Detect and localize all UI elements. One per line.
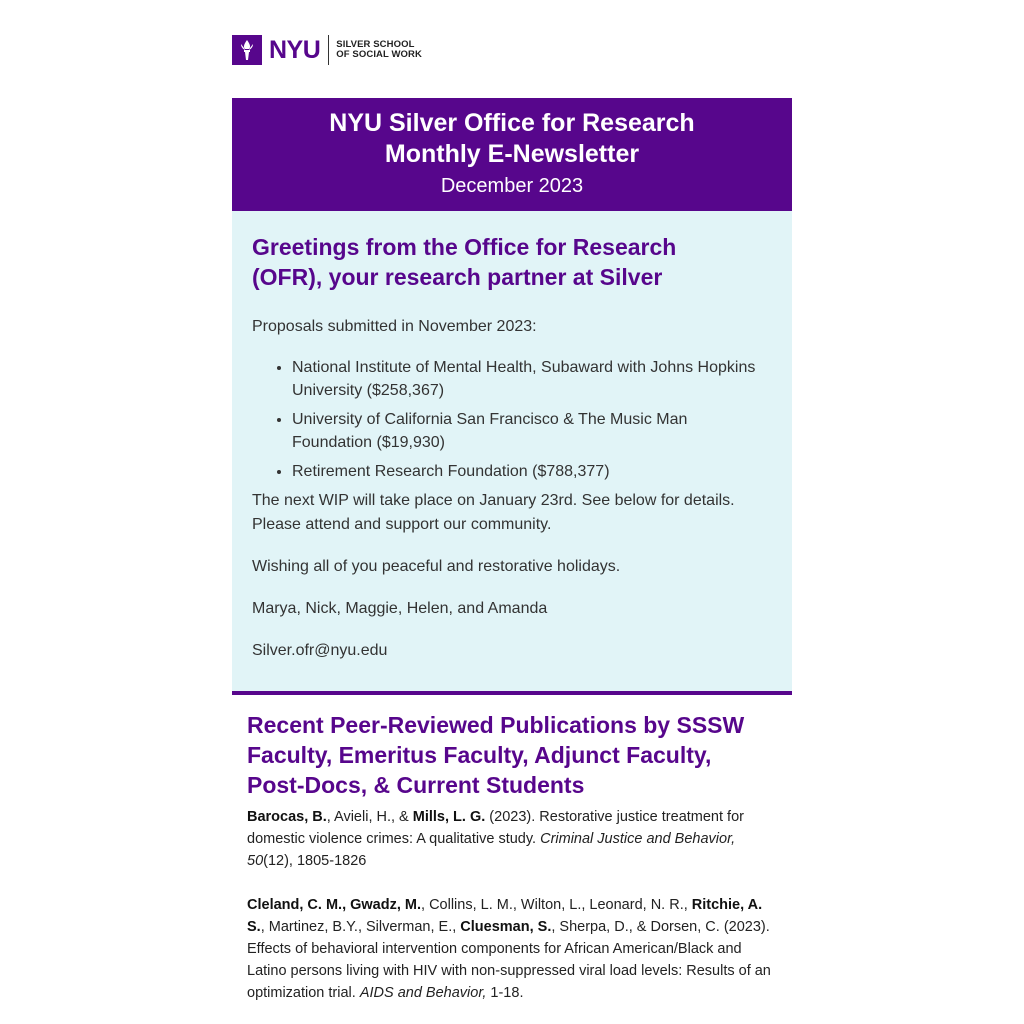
holiday-wishes: Wishing all of you peaceful and restorative holidays.: [252, 558, 621, 575]
proposal-1-line1: National Institute of Mental Health, Subaward with Johns Hopkins: [292, 359, 756, 376]
citation-text: , Martinez, B.Y., Silverman, E.,: [260, 919, 461, 935]
header-date: December 2023: [440, 175, 584, 197]
greeting-title: [252, 232, 772, 292]
author-bold: Mills, L. G.: [412, 809, 486, 825]
journal-name: Criminal Justice and Behavior,: [540, 831, 736, 847]
wip-notice-line1: The next WIP will take place on January 23rd. See below for details.: [252, 492, 735, 509]
torch-icon: [232, 35, 262, 65]
proposals-intro: Proposals submitted in November 2023:: [252, 318, 537, 335]
proposal-2-line1: University of California San Francisco & The Music Man: [292, 411, 688, 428]
publications-title-line1: Recent Peer-Reviewed Publications by SSSW: [247, 712, 745, 738]
citation-barocas: [247, 806, 787, 872]
author-bold: Cleland, C. M., Gwadz, M.: [247, 897, 422, 913]
author-bold: Ritchie, A.: [691, 897, 763, 913]
greeting-title-line2: (OFR), your research partner at Silver: [252, 264, 663, 290]
author-bold: Barocas, B.: [247, 809, 327, 825]
author-bold: S.: [247, 919, 261, 935]
logo-divider: [328, 35, 329, 65]
proposal-3-line1: Retirement Research Foundation ($788,377): [292, 463, 610, 480]
nyu-silver-logo[interactable]: [232, 35, 422, 65]
publications-section: [247, 710, 787, 1004]
publications-title-line3: Post-Docs, & Current Students: [247, 772, 585, 798]
school-name-line2: OF SOCIAL WORK: [336, 49, 422, 60]
journal-volume: 50: [247, 853, 264, 869]
proposal-2-line2: Foundation ($19,930): [292, 434, 445, 451]
header-title-line1: NYU Silver Office for Research: [329, 109, 695, 137]
citation-pages: 1-18.: [486, 985, 524, 1001]
citation-text: Effects of behavioral intervention components for African American/Black and: [247, 941, 742, 957]
citation-text: optimization trial.: [247, 985, 360, 1001]
proposal-item: [292, 408, 772, 454]
proposals-list: [252, 356, 772, 483]
header-title-line2: Monthly E-Newsletter: [384, 140, 640, 168]
greeting-title-line1: Greetings from the Office for Research: [252, 234, 677, 260]
wip-notice: [252, 489, 772, 537]
citation-text: domestic violence crimes: A qualitative study.: [247, 831, 541, 847]
citation-text: (2023). Restorative justice treatment for: [485, 809, 744, 825]
journal-name: AIDS and Behavior,: [359, 985, 487, 1001]
proposal-item: [292, 460, 772, 483]
contact-email[interactable]: Silver.ofr@nyu.edu: [252, 642, 388, 659]
citation-text: , Sherpa, D., & Dorsen, C. (2023).: [551, 919, 770, 935]
school-name-line1: SILVER SCHOOL: [336, 39, 415, 50]
school-name: [336, 40, 422, 60]
citation-text: , Collins, L. M., Wilton, L., Leonard, N. R.,: [421, 897, 692, 913]
proposal-item: [292, 356, 772, 402]
greeting-section: [232, 211, 792, 695]
citation-text: Latino persons living with HIV with non-suppressed viral load levels: Results of an: [247, 963, 771, 979]
author-bold: Cluesman, S.: [460, 919, 552, 935]
newsletter-header: [232, 98, 792, 211]
citation-text: , Avieli, H., &: [326, 809, 413, 825]
nyu-wordmark: NYU: [269, 36, 321, 64]
citation-cleland: [247, 894, 787, 1004]
signoff-names: Marya, Nick, Maggie, Helen, and Amanda: [252, 600, 548, 617]
proposal-1-line2: University ($258,367): [292, 382, 445, 399]
citation-pages: (12), 1805-1826: [263, 853, 367, 869]
wip-notice-line2: Please attend and support our community.: [252, 516, 552, 533]
publications-title-line2: Faculty, Emeritus Faculty, Adjunct Faculty,: [247, 742, 712, 768]
publications-title: [247, 710, 787, 800]
